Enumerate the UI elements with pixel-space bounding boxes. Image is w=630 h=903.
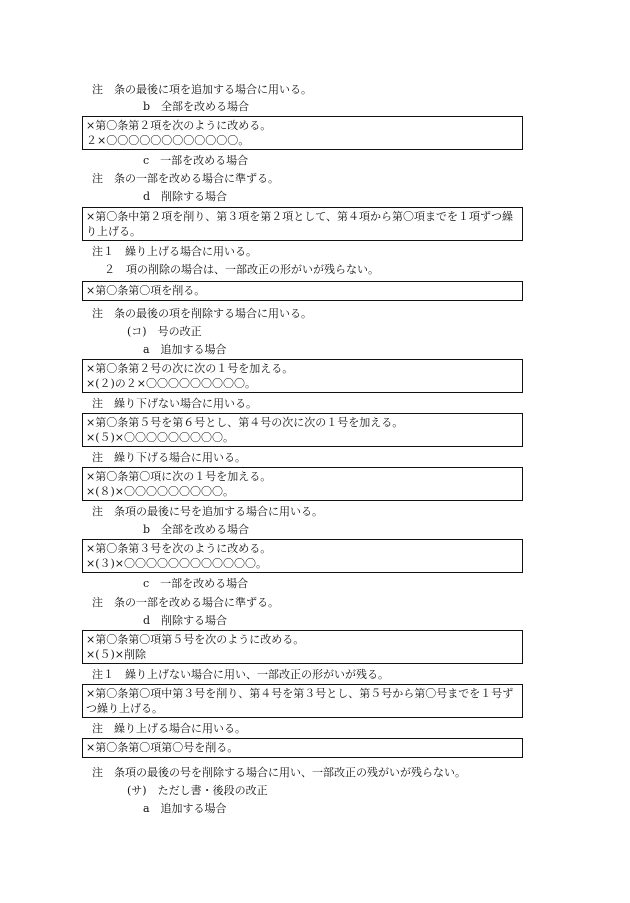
note-text: 注 条の最後に項を追加する場合に用いる。	[92, 83, 312, 96]
example-line: ×第〇条第３号を次のように改める。	[86, 542, 272, 555]
section-heading: (コ) 号の改正	[127, 325, 202, 338]
subheading: d 削除する場合	[143, 190, 228, 203]
example-box	[82, 116, 523, 150]
note-text: 注 条の最後の項を削除する場合に用いる。	[92, 307, 312, 320]
example-line: ×第〇条第〇項に次の１号を加える。	[86, 470, 272, 483]
example-box	[82, 738, 523, 758]
note-text: 注 条の一部を改める場合に準ずる。	[92, 172, 279, 185]
example-line: ×第〇条第〇項第５号を次のように改める。	[86, 633, 305, 646]
note-text: 注１ 繰り上げる場合に用いる。	[92, 245, 257, 258]
example-line: ×第〇条第〇項第〇号を削る。	[86, 741, 239, 754]
note-text: 注 条の一部を改める場合に準ずる。	[92, 596, 279, 609]
example-box	[82, 467, 523, 501]
subheading: c 一部を改める場合	[143, 154, 249, 167]
subheading: c 一部を改める場合	[143, 577, 249, 590]
example-line: ×第〇条第〇項中第３号を削り、第４号を第３号とし、第５号から第〇号までを１号ずつ繰り上げる。	[86, 687, 514, 715]
example-line: ２×〇〇〇〇〇〇〇〇〇〇〇〇。	[86, 134, 250, 147]
note-text: 注 繰り下げない場合に用いる。	[92, 397, 257, 410]
example-line: ×第〇条第５号を第６号とし、第４号の次に次の１号を加える。	[86, 416, 404, 429]
example-line: ×第〇条第２号の次に次の１号を加える。	[86, 362, 294, 375]
example-line: ×第〇条第２項を次のように改める。	[86, 119, 272, 132]
example-line: ×(２)の２×〇〇〇〇〇〇〇〇〇。	[86, 377, 257, 390]
example-line: ×(３)×〇〇〇〇〇〇〇〇〇〇〇〇。	[86, 557, 268, 570]
example-box	[82, 630, 523, 664]
example-line: ×(８)×〇〇〇〇〇〇〇〇〇。	[86, 485, 235, 498]
example-line: ×第〇条中第２項を削り、第３項を第２項として、第４項から第〇項までを１項ずつ繰り上げる。	[86, 210, 513, 238]
example-box	[82, 359, 523, 393]
subheading: a 追加する場合	[143, 802, 227, 815]
note-text: 注 繰り上げる場合に用いる。	[92, 722, 246, 735]
example-line: ×(５)×〇〇〇〇〇〇〇〇〇。	[86, 431, 235, 444]
subheading: b 全部を改める場合	[143, 100, 250, 113]
example-line: ×第〇条第〇項を削る。	[86, 284, 206, 297]
note-text: 注 条項の最後の号を削除する場合に用い、一部改正の残がいが残らない。	[92, 766, 466, 779]
example-box	[82, 207, 523, 241]
subheading: d 削除する場合	[143, 614, 228, 627]
note-text: ２ 項の削除の場合は、一部改正の形がいが残らない。	[104, 263, 379, 276]
note-text: 注１ 繰り上げない場合に用い、一部改正の形がいが残る。	[92, 668, 389, 681]
note-text: 注 条項の最後に号を追加する場合に用いる。	[92, 505, 323, 518]
note-text: 注 繰り下げる場合に用いる。	[92, 451, 246, 464]
subheading: a 追加する場合	[143, 343, 227, 356]
section-heading: (サ) ただし書・後段の改正	[127, 784, 268, 797]
subheading: b 全部を改める場合	[143, 523, 250, 536]
example-box	[82, 413, 523, 447]
example-line: ×(５)×削除	[86, 648, 147, 661]
example-box	[82, 684, 523, 718]
example-box	[82, 539, 523, 573]
example-box	[82, 281, 523, 301]
